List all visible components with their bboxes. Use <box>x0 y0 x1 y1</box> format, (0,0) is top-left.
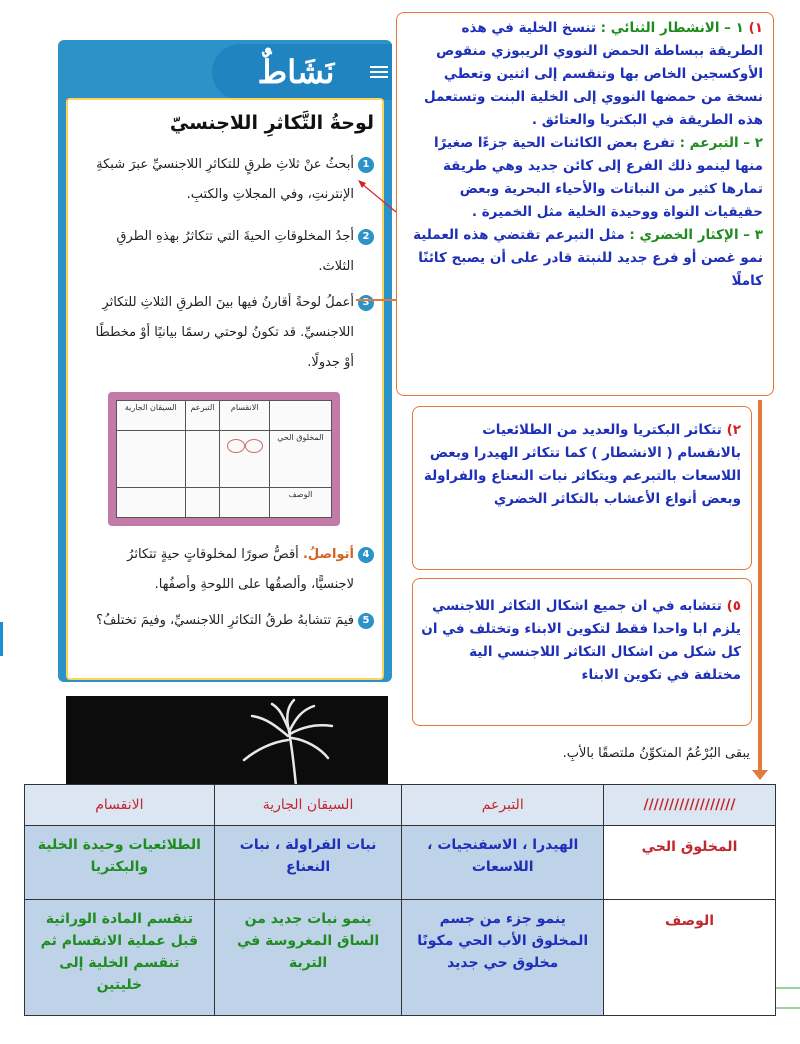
step-number-4: 4 <box>358 547 374 563</box>
activity-item-4-lead: أتواصلُ. <box>302 547 354 562</box>
callout-5-number: ٥) <box>726 598 741 614</box>
cell-budding-organism: الهيدرا ، الاسفنجيات ، اللاسعات <box>402 826 604 900</box>
cell-division-description: تنقسم المادة الوراثية قبل عملية الانقسام ثم تنقسم الخلية إلى خليتين <box>25 900 215 1016</box>
cell-budding-description: ينمو جزء من جسم المخلوق الأب الحي مكونًا مخلوق حي جديد <box>402 900 604 1016</box>
table-header-blank: ////////////////// <box>604 785 776 826</box>
step-number-1: 1 <box>358 157 374 173</box>
cell-runners-description: ينمو نبات جديد من الساق المغروسة في التربة <box>214 900 402 1016</box>
row-label-description: الوصف <box>604 900 776 1016</box>
margin-marker <box>0 622 3 656</box>
activity-header-title: نَشَاطٌ <box>257 53 335 91</box>
answer-table <box>24 784 776 1016</box>
callout-1-body-3: مثل التبرعم تقتضي هذه العملية نمو غصن أو فرع جديد للنبتة قادر على أن يصبح كائنًا كاملًا <box>413 227 763 289</box>
activity-item-3-text: أعملُ لوحةً أقارنُ فيها بينَ الطرقِ الثلاثِ للتكاثرِ اللاجنسيِّ. قد تكونُ لوحتي رسمًا بيانيًا أوْ مخططًا أوْ جدولًا. <box>95 295 354 370</box>
table-row <box>25 826 776 900</box>
activity-item-2-text: أجدُ المخلوقاتِ الحيةَ التي تتكاثرُ بهذهِ الطرقِ الثلاث. <box>116 229 354 274</box>
table-header-division: الانقسام <box>25 785 215 826</box>
callout-1-number: ١) <box>748 20 763 36</box>
grid-row-description: الوصف <box>269 488 331 518</box>
callout-1-heading-2: ٢ – التبرعم : <box>679 135 763 151</box>
callout-1-heading-1: ١ – الانشطار الثنائي : <box>600 20 744 36</box>
activity-title: لوحةُ التَّكاثرِ اللاجنسيّ <box>169 112 374 134</box>
cell-runners-organism: نبات الفراولة ، نبات النعناع <box>214 826 402 900</box>
activity-item-5-text: فيمَ تتشابهُ طرقُ التكاثرِ اللاجنسيِّ، وفيمَ تختلفُ؟ <box>96 613 354 628</box>
grid-row-organism: المخلوق الحي <box>269 430 331 487</box>
callout-2-number: ٢) <box>726 422 741 438</box>
callout-2-body: تتكاثر البكتريا والعديد من الطلائعيات بالانقسام ( الانشطار ) كما تتكاثر الهيدرا وبعض اللاسعات بالتبرعم ويتكاثر نبات النعناع والفراولة وبعض أنواع الأعشاب بالتكاثر الخضري <box>423 422 741 507</box>
table-row <box>25 900 776 1016</box>
step-number-3: 3 <box>358 295 374 311</box>
callout-1-body-2: تفرع بعض الكائنات الحية جزءًا صغيرًا منها لينمو ذلك الفرع إلى كائن جديد وهي طريقة تمارها كثير من النباتات والأحياء البحرية وبعض حقيقيات النواة ووحيدة الخلية مثل الخميرة . <box>434 135 763 220</box>
table-header-budding: التبرعم <box>402 785 604 826</box>
grid-header-budding: التبرعم <box>185 401 220 431</box>
step-number-2: 2 <box>358 229 374 245</box>
callout-1-heading-3: ٣ – الإكثار الخضري : <box>629 227 763 243</box>
table-header-row <box>25 785 776 826</box>
background-text: يبقى البُرْعُمُ المتكوِّنُ ملتصقًا بالأبِ. <box>562 746 750 761</box>
grid-header-runners: السيقان الجارية <box>117 401 186 431</box>
callout-1-body-1: تنسخ الخلية في هذه الطريقة ببساطة الحمض النووي الريبوزي منقوص الأوكسجين الخاص بها وتنقسم إلى اثنين وتعطي نسخة من حمضها النووي إلى الخلية البنت وتستعمل هذه الطريقة في البكتريا والعتائق . <box>423 20 763 128</box>
activity-item-1-text: أبحثُ عنْ ثلاثِ طرقٍ للتكاثرِ اللاجنسيِّ عبرَ شبكةِ الإنترنتِ، وفي المجلاتِ والكتبِ. <box>96 157 354 202</box>
row-label-organism: المخلوق الحي <box>604 826 776 900</box>
activity-item-4-text: أقصُّ صورًا لمخلوقاتٍ حيةٍ تتكاثرُ لاجنسيًّا، وألصقُها على اللوحةِ وأصفُها. <box>127 547 354 592</box>
connector-to-item-1 <box>362 184 396 212</box>
callout-5-body: تتشابه في ان جميع اشكال التكاثر اللاجنسي يلزم ابا واحدا فقط لتكوين الابناء وتختلف في ان كل شكل من اشكال التكاثر اللاجنسي الية مختلفة في تكوين الابناء <box>421 598 741 683</box>
cell-division-organism: الطلائعيات وحيدة الخلية والبكتريا <box>25 826 215 900</box>
decorative-lines <box>776 986 800 1010</box>
step-number-5: 5 <box>358 613 374 629</box>
grid-header-division: الانقسام <box>220 401 269 431</box>
table-header-runners: السيقان الجارية <box>214 785 402 826</box>
